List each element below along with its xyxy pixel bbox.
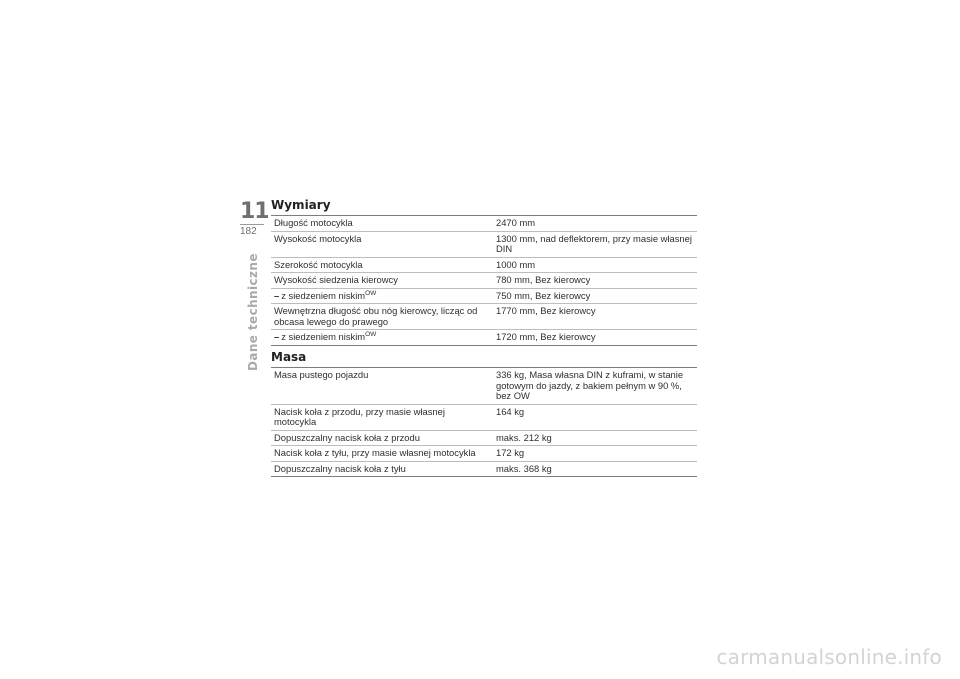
spec-label bbox=[271, 288, 493, 304]
spec-label bbox=[271, 216, 493, 232]
spec-row bbox=[271, 430, 697, 446]
spec-label bbox=[271, 231, 493, 257]
spec-row bbox=[271, 288, 697, 304]
spec-label bbox=[271, 368, 493, 405]
spec-label-text: Nacisk koła z przodu, przy masie własnej motocykla bbox=[274, 405, 445, 427]
chapter-number: 11 bbox=[240, 199, 269, 224]
spec-value: maks. 212 kg bbox=[493, 430, 697, 446]
spec-value: 750 mm, Bez kierowcy bbox=[493, 288, 697, 304]
spec-value: 336 kg, Masa własna DIN z kuframi, w stanie gotowym do jazdy, z bakiem pełnym w 90 %, bez OW bbox=[493, 368, 697, 405]
spec-row bbox=[271, 257, 697, 273]
spec-value: 1720 mm, Bez kierowcy bbox=[493, 330, 697, 346]
watermark: carmanualsonline.info bbox=[716, 645, 942, 669]
spec-value: 164 kg bbox=[493, 404, 697, 430]
chapter-divider bbox=[240, 224, 264, 225]
chapter-badge bbox=[240, 199, 269, 237]
spec-label-text: Szerokość motocykla bbox=[274, 258, 363, 270]
option-marker: OW bbox=[365, 289, 377, 297]
spec-label-text: Wysokość motocykla bbox=[274, 232, 362, 244]
spec-label bbox=[271, 430, 493, 446]
sub-item-dash: – bbox=[274, 289, 280, 301]
spec-label-text: Masa pustego pojazdu bbox=[274, 369, 369, 380]
spec-label-text: Nacisk koła z tyłu, przy masie własnej motocykla bbox=[274, 447, 476, 458]
spec-label bbox=[271, 257, 493, 273]
spec-label-text: Wysokość siedzenia kierowcy bbox=[274, 274, 398, 285]
spec-label bbox=[271, 404, 493, 430]
spec-value: 780 mm, Bez kierowcy bbox=[493, 273, 697, 289]
spec-row bbox=[271, 273, 697, 289]
weight-table bbox=[271, 367, 697, 477]
spec-value: 2470 mm bbox=[493, 216, 697, 232]
spec-label-text: z siedzeniem niskim bbox=[281, 289, 366, 301]
spec-label bbox=[271, 330, 493, 346]
spec-label bbox=[271, 461, 493, 477]
option-marker: OW bbox=[365, 331, 377, 338]
spec-value: 1000 mm bbox=[493, 257, 697, 273]
spec-label bbox=[271, 273, 493, 289]
spec-label-text: z siedzeniem niskim bbox=[281, 331, 366, 342]
spec-label bbox=[271, 446, 493, 462]
spec-row bbox=[271, 446, 697, 462]
spec-row bbox=[271, 304, 697, 330]
spec-label-text: Długość motocykla bbox=[274, 217, 353, 228]
section-heading-wymiary: Wymiary bbox=[271, 198, 331, 212]
spec-row bbox=[271, 231, 697, 257]
spec-row bbox=[271, 330, 697, 346]
dimensions-table bbox=[271, 215, 697, 346]
spec-label-text: Dopuszczalny nacisk koła z tyłu bbox=[274, 462, 406, 474]
spec-row bbox=[271, 216, 697, 232]
spec-label-text: Dopuszczalny nacisk koła z przodu bbox=[274, 431, 420, 443]
spec-row bbox=[271, 404, 697, 430]
spec-row bbox=[271, 368, 697, 405]
spec-value: 1300 mm, nad deflektorem, przy masie własnej DIN bbox=[493, 231, 697, 257]
spec-label bbox=[271, 304, 493, 330]
spec-value: 1770 mm, Bez kierowcy bbox=[493, 304, 697, 330]
spec-row bbox=[271, 461, 697, 477]
sub-item-dash: – bbox=[274, 331, 280, 342]
spec-label-text: Wewnętrzna długość obu nóg kierowcy, licząc od obcasa lewego do prawego bbox=[274, 305, 478, 327]
page-number: 182 bbox=[240, 226, 257, 237]
spec-value: maks. 368 kg bbox=[493, 461, 697, 477]
spec-value: 172 kg bbox=[493, 446, 697, 462]
section-heading-masa: Masa bbox=[271, 350, 307, 364]
chapter-title-vertical: Dane techniczne bbox=[246, 253, 260, 371]
